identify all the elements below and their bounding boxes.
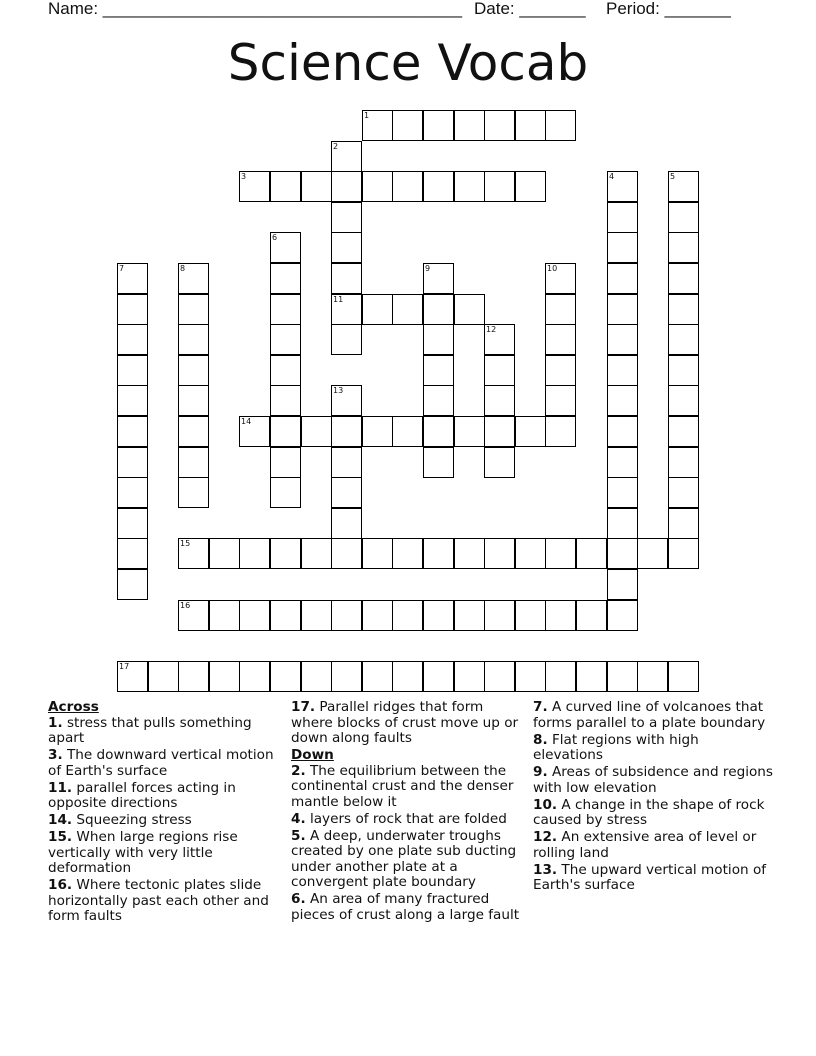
grid-cell[interactable]	[270, 355, 301, 386]
clue-across-15: 15. When large regions rise vertically with very little deformation	[48, 829, 238, 876]
across-heading: Across	[48, 699, 99, 715]
grid-cell[interactable]	[209, 538, 240, 569]
grid-cell[interactable]	[331, 600, 362, 631]
grid-cell[interactable]	[668, 477, 699, 508]
grid-cell[interactable]	[454, 171, 485, 202]
grid-cell[interactable]	[331, 477, 362, 508]
clue-number: 11	[333, 295, 344, 304]
grid-cell[interactable]	[301, 661, 332, 692]
grid-cell[interactable]	[545, 355, 576, 386]
grid-cell[interactable]	[607, 385, 638, 416]
grid-cell[interactable]	[117, 416, 148, 447]
clue-down-4: 4. layers of rock that are folded	[291, 810, 507, 827]
clue-down-7: 7. A curved line of volcanoes that forms parallel to a plate boundary	[533, 699, 766, 731]
grid-cell[interactable]	[362, 600, 393, 631]
grid-cell[interactable]	[239, 538, 270, 569]
date-field[interactable]: Date: _______	[474, 0, 586, 18]
grid-cell[interactable]	[331, 416, 362, 447]
grid-cell[interactable]	[178, 447, 209, 478]
grid-cell[interactable]	[607, 538, 638, 569]
clue-number: 5	[670, 172, 676, 181]
grid-cell[interactable]	[515, 600, 546, 631]
grid-cell[interactable]	[270, 477, 301, 508]
name-field[interactable]: Name: ______________________________________	[48, 0, 463, 18]
grid-cell[interactable]	[576, 538, 607, 569]
grid-cell[interactable]	[301, 538, 332, 569]
clues-section	[48, 700, 788, 960]
grid-cell[interactable]	[545, 538, 576, 569]
grid-cell[interactable]	[392, 661, 423, 692]
grid-cell[interactable]	[392, 538, 423, 569]
grid-cell[interactable]	[239, 600, 270, 631]
grid-cell[interactable]	[117, 508, 148, 539]
grid-cell[interactable]	[178, 385, 209, 416]
grid-cell[interactable]	[331, 263, 362, 294]
grid-cell[interactable]	[178, 661, 209, 692]
grid-cell[interactable]	[423, 538, 454, 569]
grid-cell[interactable]	[117, 447, 148, 478]
grid-cell[interactable]	[607, 600, 638, 631]
grid-cell[interactable]	[607, 416, 638, 447]
clue-number: 13	[333, 386, 344, 395]
grid-cell[interactable]	[484, 171, 515, 202]
grid-cell[interactable]	[423, 600, 454, 631]
grid-cell[interactable]	[331, 324, 362, 355]
grid-cell[interactable]	[423, 171, 454, 202]
grid-cell[interactable]	[576, 600, 607, 631]
grid-cell[interactable]	[239, 661, 270, 692]
page-title: Science Vocab	[227, 34, 589, 92]
grid-cell[interactable]	[668, 385, 699, 416]
clue-column-1	[48, 700, 280, 926]
clue-number: 2	[333, 142, 339, 151]
clue-across-16: 16. Where tectonic plates slide horizontally past each other and form faults	[48, 877, 269, 924]
grid-cell[interactable]	[270, 263, 301, 294]
clue-down-13: 13. The upward vertical motion of Earth's surface	[533, 861, 767, 893]
clue-number: 9	[425, 264, 431, 273]
clue-number: 15	[180, 539, 191, 548]
grid-cell[interactable]	[668, 324, 699, 355]
clue-number: 8	[180, 264, 186, 273]
clue-number: 12	[486, 325, 497, 334]
grid-cell[interactable]	[545, 324, 576, 355]
grid-cell[interactable]	[423, 355, 454, 386]
grid-cell[interactable]	[178, 477, 209, 508]
grid-cell[interactable]	[148, 661, 179, 692]
grid-cell[interactable]	[607, 355, 638, 386]
grid-cell[interactable]	[668, 538, 699, 569]
clue-across-14: 14. Squeezing stress	[48, 812, 192, 828]
grid-cell[interactable]	[270, 447, 301, 478]
grid-cell[interactable]	[668, 661, 699, 692]
grid-cell[interactable]	[545, 110, 576, 141]
grid-cell[interactable]	[545, 600, 576, 631]
grid-cell[interactable]	[515, 416, 546, 447]
grid-cell[interactable]	[331, 508, 362, 539]
grid-cell[interactable]	[362, 294, 393, 325]
clue-number: 6	[272, 233, 278, 242]
clue-column-3	[533, 700, 773, 895]
grid-cell[interactable]	[117, 324, 148, 355]
grid-cell[interactable]	[607, 232, 638, 263]
clue-number: 17	[119, 662, 130, 671]
grid-cell[interactable]	[668, 508, 699, 539]
grid-cell[interactable]	[392, 171, 423, 202]
clue-across-11: 11. parallel forces acting in opposite directions	[48, 779, 236, 811]
grid-cell[interactable]	[515, 538, 546, 569]
clue-down-8: 8. Flat regions with high elevations	[533, 731, 699, 763]
grid-cell[interactable]	[117, 538, 148, 569]
grid-cell[interactable]	[607, 661, 638, 692]
grid-cell[interactable]	[423, 447, 454, 478]
grid-cell[interactable]	[423, 416, 454, 447]
grid-cell[interactable]	[607, 202, 638, 233]
grid-cell[interactable]	[454, 416, 485, 447]
clue-down-12: 12. An extensive area of level or rolling land	[533, 829, 757, 861]
grid-cell[interactable]	[270, 324, 301, 355]
grid-cell[interactable]	[484, 355, 515, 386]
grid-cell[interactable]	[454, 600, 485, 631]
clue-number: 4	[609, 172, 615, 181]
grid-cell[interactable]	[331, 538, 362, 569]
grid-cell[interactable]	[637, 538, 668, 569]
grid-cell[interactable]	[117, 385, 148, 416]
grid-cell[interactable]	[423, 324, 454, 355]
grid-cell[interactable]	[270, 385, 301, 416]
grid-cell[interactable]	[545, 416, 576, 447]
grid-cell[interactable]	[362, 538, 393, 569]
grid-cell[interactable]	[117, 294, 148, 325]
clue-down-10: 10. A change in the shape of rock caused by stress	[533, 796, 765, 828]
grid-cell[interactable]	[607, 447, 638, 478]
grid-cell[interactable]	[270, 661, 301, 692]
period-field[interactable]: Period: _______	[606, 0, 731, 18]
grid-cell[interactable]	[331, 202, 362, 233]
grid-cell[interactable]	[117, 569, 148, 600]
clue-down-5: 5. A deep, underwater troughs created by one plate sub ducting under another plate at a convergent plate boundary	[291, 827, 517, 890]
grid-cell[interactable]	[423, 294, 454, 325]
grid-cell[interactable]	[117, 355, 148, 386]
clue-number: 1	[364, 111, 370, 120]
clue-across-3: 3. The downward vertical motion of Earth's surface	[48, 747, 274, 779]
grid-cell[interactable]	[117, 477, 148, 508]
grid-cell[interactable]	[301, 171, 332, 202]
grid-cell[interactable]	[545, 385, 576, 416]
down-heading: Down	[291, 747, 334, 763]
grid-cell[interactable]	[392, 416, 423, 447]
clue-down-9: 9. Areas of subsidence and regions with low elevation	[533, 764, 773, 796]
grid-cell[interactable]	[331, 232, 362, 263]
grid-cell[interactable]	[209, 600, 240, 631]
grid-cell[interactable]	[637, 661, 668, 692]
grid-cell[interactable]	[423, 110, 454, 141]
grid-cell[interactable]	[423, 661, 454, 692]
grid-cell[interactable]	[454, 110, 485, 141]
grid-cell[interactable]	[484, 385, 515, 416]
grid-cell[interactable]	[270, 171, 301, 202]
grid-cell[interactable]	[484, 447, 515, 478]
grid-cell[interactable]	[423, 385, 454, 416]
grid-cell[interactable]	[270, 294, 301, 325]
clue-number: 10	[547, 264, 558, 273]
grid-cell[interactable]	[331, 661, 362, 692]
clue-across-17: 17. Parallel ridges that form where blocks of crust move up or down along faults	[291, 699, 519, 746]
grid-cell[interactable]	[607, 324, 638, 355]
grid-cell[interactable]	[484, 661, 515, 692]
grid-cell[interactable]	[607, 508, 638, 539]
grid-cell[interactable]	[178, 416, 209, 447]
grid-cell[interactable]	[270, 416, 301, 447]
clue-number: 14	[241, 417, 252, 426]
grid-cell[interactable]	[392, 294, 423, 325]
grid-cell[interactable]	[515, 110, 546, 141]
grid-cell[interactable]	[668, 202, 699, 233]
grid-cell[interactable]	[362, 416, 393, 447]
grid-cell[interactable]	[454, 294, 485, 325]
clue-number: 16	[180, 601, 191, 610]
grid-cell[interactable]	[515, 661, 546, 692]
clue-down-6: 6. An area of many fractured pieces of crust along a large fault	[291, 891, 520, 923]
grid-cell[interactable]	[484, 416, 515, 447]
grid-cell[interactable]	[668, 263, 699, 294]
grid-cell[interactable]	[178, 355, 209, 386]
grid-cell[interactable]	[331, 171, 362, 202]
grid-cell[interactable]	[484, 538, 515, 569]
grid-cell[interactable]	[392, 600, 423, 631]
grid-cell[interactable]	[668, 447, 699, 478]
grid-cell[interactable]	[301, 600, 332, 631]
grid-cell[interactable]	[178, 324, 209, 355]
clue-across-1: 1. stress that pulls something apart	[48, 714, 252, 746]
grid-cell[interactable]	[515, 171, 546, 202]
grid-cell[interactable]	[454, 661, 485, 692]
grid-cell[interactable]	[362, 171, 393, 202]
grid-cell[interactable]	[545, 661, 576, 692]
grid-cell[interactable]	[270, 600, 301, 631]
clue-number: 7	[119, 264, 125, 273]
grid-cell[interactable]	[301, 416, 332, 447]
grid-cell[interactable]	[484, 110, 515, 141]
grid-cell[interactable]	[209, 661, 240, 692]
grid-cell[interactable]	[576, 661, 607, 692]
grid-cell[interactable]	[454, 538, 485, 569]
grid-cell[interactable]	[668, 232, 699, 263]
clue-down-2: 2. The equilibrium between the continental crust and the denser mantle below it	[291, 762, 514, 810]
grid-cell[interactable]	[607, 263, 638, 294]
grid-cell[interactable]	[607, 477, 638, 508]
grid-cell[interactable]	[545, 294, 576, 325]
grid-cell[interactable]	[362, 661, 393, 692]
grid-cell[interactable]	[270, 538, 301, 569]
grid-cell[interactable]	[392, 110, 423, 141]
clue-number: 3	[241, 172, 247, 181]
grid-cell[interactable]	[607, 294, 638, 325]
grid-cell[interactable]	[668, 355, 699, 386]
clue-column-2	[291, 700, 529, 925]
grid-cell[interactable]	[178, 294, 209, 325]
grid-cell[interactable]	[484, 600, 515, 631]
grid-cell[interactable]	[607, 569, 638, 600]
grid-cell[interactable]	[668, 416, 699, 447]
grid-cell[interactable]	[668, 294, 699, 325]
grid-cell[interactable]	[331, 447, 362, 478]
